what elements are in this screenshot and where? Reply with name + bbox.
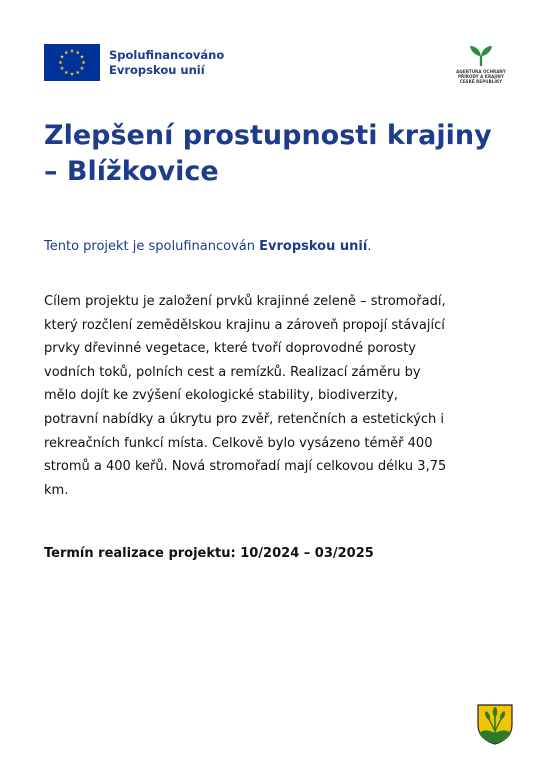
aopk-leaf-logo-icon (467, 44, 495, 68)
eu-logo-line2: Evropskou unií (109, 62, 205, 77)
aopk-line1: AGENTURA OCHRANY (456, 69, 506, 74)
body-line: potravní nabídky a úkrytu pro zvěř, retenčních a estetických i (44, 411, 445, 427)
aopk-line3: ČESKÉ REPUBLIKY (459, 79, 503, 84)
intro-suffix: . (367, 239, 372, 254)
intro-bold: Evropskou unií (259, 239, 368, 254)
body-line: který rozčlení zemědělskou krajinu a zároveň propojí stávající (44, 317, 445, 333)
eu-logo-line1: Spolufinancováno (109, 47, 225, 62)
project-term: Termín realizace projektu: 10/2024 – 03/2025 (44, 546, 374, 561)
body-line: Cílem projektu je založení prvků krajinné zeleně – stromořadí, (44, 294, 446, 309)
body-line: rekreačních funkcí místa. Celkově bylo vysázeno téměř 400 (44, 435, 433, 451)
eu-logo-text (109, 48, 224, 78)
eu-cofinancing-logo (44, 44, 224, 81)
page-title (44, 118, 514, 190)
body-line: mělo dojít ke zvýšení ekologické stability, biodiverzity, (44, 388, 399, 404)
intro-prefix: Tento projekt je spolufinancován (44, 239, 260, 254)
aopk-line2: PŘÍRODY A KRAJINY (458, 74, 504, 79)
title-line2: – Blížkovice (44, 156, 219, 187)
project-description (44, 290, 514, 502)
cofinancing-statement (44, 237, 371, 257)
title-line1: Zlepšení prostupnosti krajiny (44, 120, 492, 151)
eu-flag-icon (44, 44, 100, 81)
body-line: vodních toků, polních cest a remízků. Realizací záměru by (44, 364, 421, 380)
body-line: km. (44, 482, 69, 498)
body-line: stromů a 400 keřů. Nová stromořadí mají celkovou délku 3,75 (44, 459, 447, 475)
body-line: prvky dřevinné vegetace, které tvoří doprovodné porosty (44, 341, 416, 357)
municipal-crest-icon (476, 703, 514, 745)
aopk-logo-text (456, 69, 506, 84)
aopk-logo (446, 44, 516, 84)
